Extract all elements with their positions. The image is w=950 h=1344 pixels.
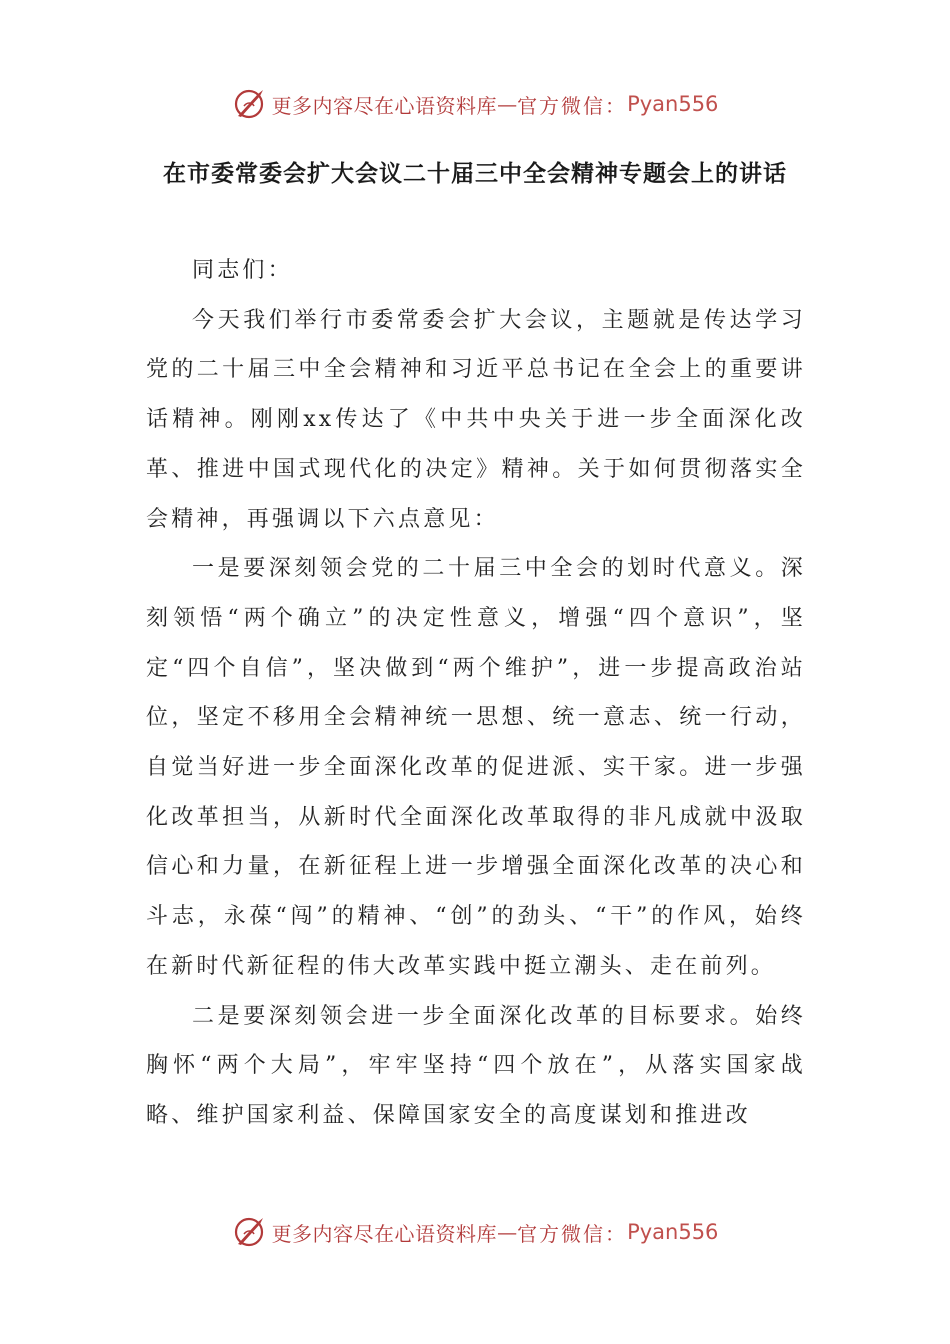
paragraph-intro: 今天我们举行市委常委会扩大会议，主题就是传达学习党的二十届三中全会精神和习近平总书记在全会上的重要讲话精神。刚刚xx传达了《中共中央关于进一步全面深化改革、推进中国式现代化的决定》精神。关于如何贯彻落实全会精神，再强调以下六点意见： (146, 307, 806, 532)
paragraph-point-one: 一是要深刻领会党的二十届三中全会的划时代意义。深刻领悟“两个确立”的决定性意义，增强“四个意识”，坚定“四个自信”，坚决做到“两个维护”，进一步提高政治站位，坚定不移用全会精神统一思想、统一意志、统一行动，自觉当好进一步全面深化改革的促进派、实干家。进一步强化改革担当，从新时代全面深化改革取得的非凡成就中汲取信心和力量，在新征程上进一步增强全面深化改革的决心和斗志，永葆“闯”的精神、“创”的劲头、“干”的作风，始终在新时代新征程的伟大改革实践中挺立潮头、走在前列。 (146, 556, 806, 979)
banner-dash: — (497, 1220, 518, 1244)
salutation: 同志们： (192, 258, 293, 283)
banner-wechat-id: Pyan556 (627, 92, 719, 116)
document-body (146, 246, 806, 1141)
paragraph-point-two: 二是要深刻领会进一步全面深化改革的目标要求。始终胸怀“两个大局”，牢牢坚持“四个放在”，从落实国家战略、维护国家利益、保障国家安全的高度谋划和推进改 (146, 1003, 806, 1128)
banner-wechat-label: 官方微信： (517, 1221, 628, 1246)
pen-logo-icon (232, 1214, 268, 1250)
banner-dash: — (497, 92, 518, 116)
document-title: 在市委常委会扩大会议二十届三中全会精神专题会上的讲话 (163, 161, 787, 187)
banner-wechat-label: 官方微信： (517, 93, 628, 118)
header-banner (0, 84, 950, 124)
banner-main-text: 更多内容尽在心语资料库 (271, 1221, 498, 1246)
footer-banner (0, 1212, 950, 1252)
banner-main-text: 更多内容尽在心语资料库 (271, 93, 498, 118)
pen-logo-icon (232, 86, 268, 122)
banner-wechat-id: Pyan556 (627, 1220, 719, 1244)
